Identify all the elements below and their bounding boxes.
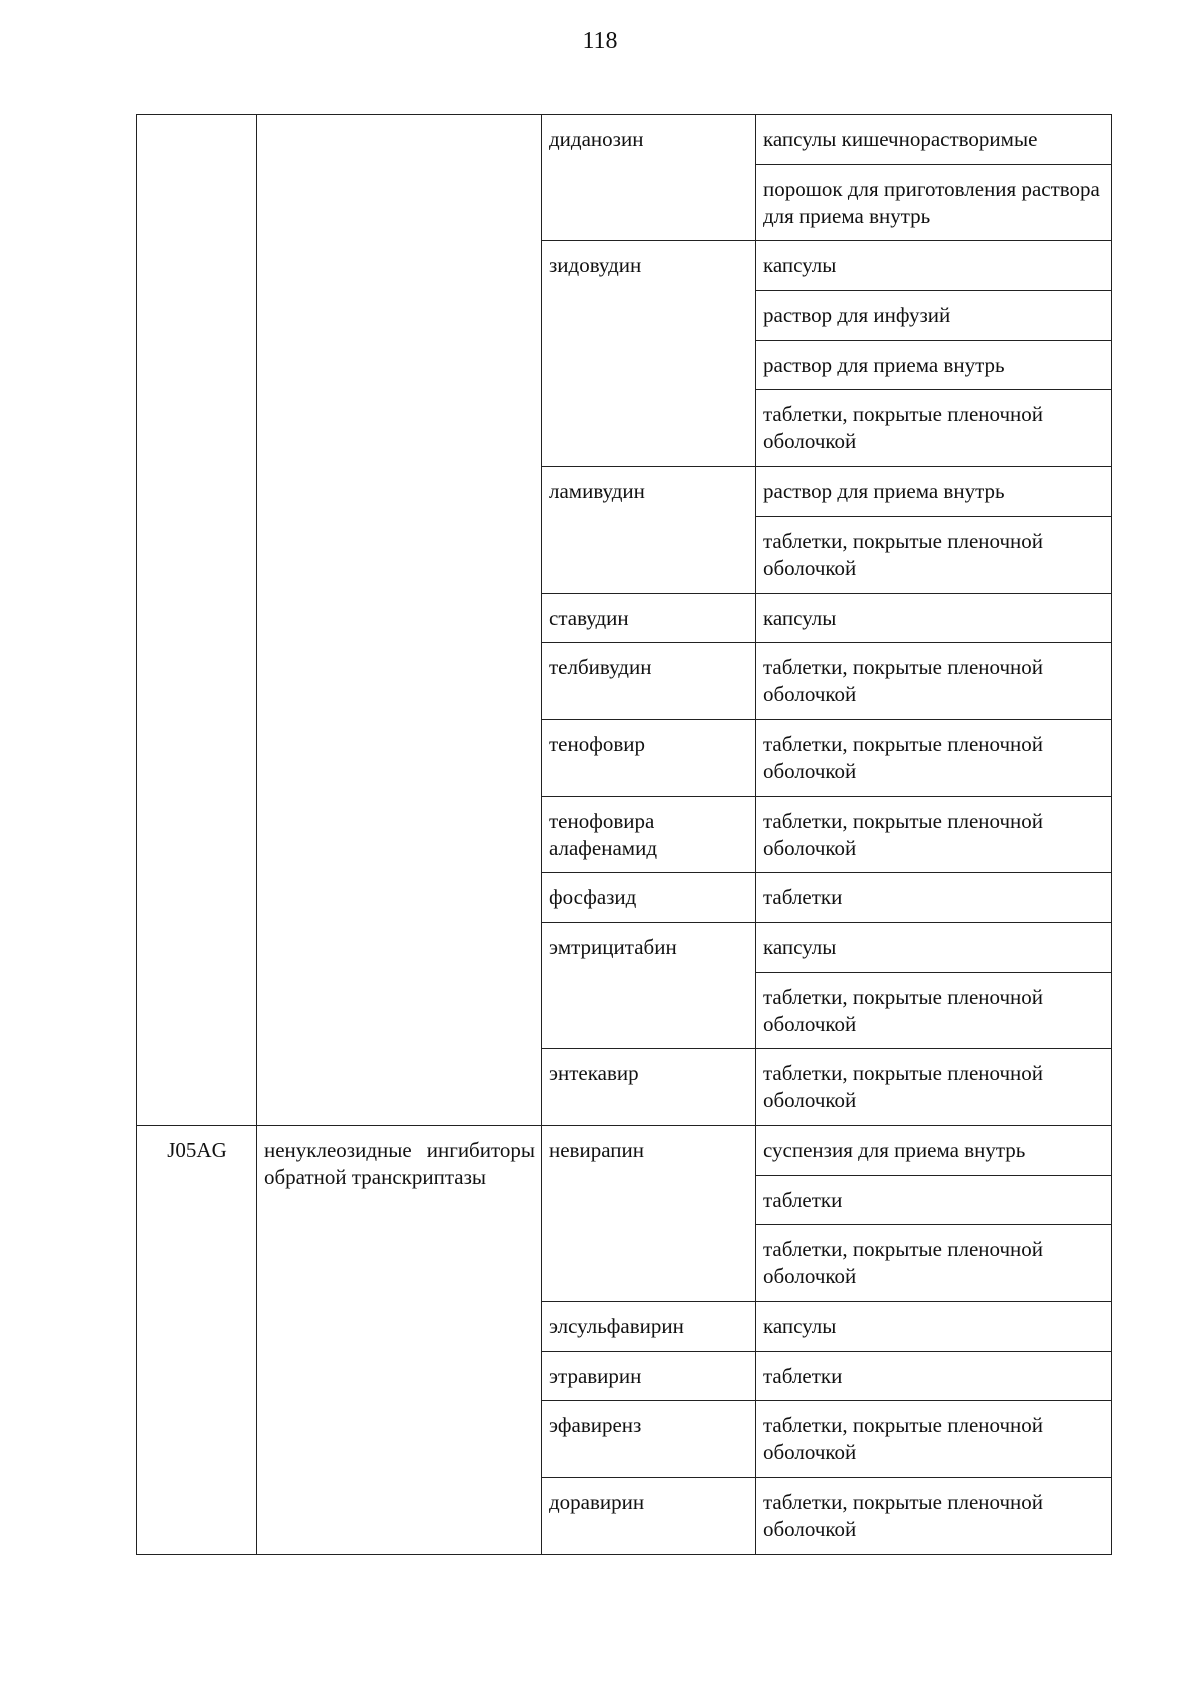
group-name-cell [257,115,542,1126]
dosage-form-cell: таблетки, покрытые пленочной оболочкой [756,796,1112,873]
dosage-form-cell: капсулы [756,241,1112,291]
drug-table [136,114,1112,1555]
dosage-form-cell: таблетки, покрытые пленочной оболочкой [756,719,1112,796]
drug-name-cell: доравирин [542,1478,756,1555]
dosage-form-cell: таблетки [756,1351,1112,1401]
drug-name-cell: ламивудин [542,467,756,593]
drug-name-cell: тенофовир [542,719,756,796]
dosage-form-cell: таблетки, покрытые пленочной оболочкой [756,1049,1112,1126]
dosage-form-cell: раствор для инфузий [756,291,1112,341]
group-name-cell: ненуклеозидные ингибиторы обратной транскриптазы [257,1126,542,1555]
dosage-form-cell: таблетки, покрытые пленочной оболочкой [756,1401,1112,1478]
dosage-form-cell: капсулы [756,922,1112,972]
dosage-form-cell: таблетки, покрытые пленочной оболочкой [756,1478,1112,1555]
dosage-form-cell: таблетки [756,873,1112,923]
drug-name-cell: энтекавир [542,1049,756,1126]
dosage-form-cell: капсулы [756,593,1112,643]
dosage-form-cell: таблетки [756,1175,1112,1225]
table-row [137,1126,1112,1176]
drug-name-cell: фосфазид [542,873,756,923]
dosage-form-cell: суспензия для приема внутрь [756,1126,1112,1176]
dosage-form-cell: таблетки, покрытые пленочной оболочкой [756,390,1112,467]
page-number: 118 [582,28,618,54]
drug-name-cell: эмтрицитабин [542,922,756,1048]
dosage-form-cell: таблетки, покрытые пленочной оболочкой [756,1225,1112,1302]
dosage-form-cell: порошок для приготовления раствора для приема внутрь [756,164,1112,241]
dosage-form-cell: раствор для приема внутрь [756,467,1112,517]
drug-name-cell: элсульфавирин [542,1302,756,1352]
dosage-form-cell: таблетки, покрытые пленочной оболочкой [756,643,1112,720]
drug-name-cell: зидовудин [542,241,756,467]
drug-name-cell: телбивудин [542,643,756,720]
dosage-form-cell: таблетки, покрытые пленочной оболочкой [756,972,1112,1049]
atc-code-cell [137,115,257,1126]
dosage-form-cell: капсулы [756,1302,1112,1352]
table-row [137,115,1112,165]
dosage-form-cell: капсулы кишечнорастворимые [756,115,1112,165]
drug-name-cell: этравирин [542,1351,756,1401]
drug-name-cell: ставудин [542,593,756,643]
drug-name-cell: диданозин [542,115,756,241]
atc-code-cell: J05AG [137,1126,257,1555]
dosage-form-cell: раствор для приема внутрь [756,340,1112,390]
drug-name-cell: невирапин [542,1126,756,1302]
drug-name-cell: эфавиренз [542,1401,756,1478]
dosage-form-cell: таблетки, покрытые пленочной оболочкой [756,516,1112,593]
drug-name-cell: тенофовира алафенамид [542,796,756,873]
